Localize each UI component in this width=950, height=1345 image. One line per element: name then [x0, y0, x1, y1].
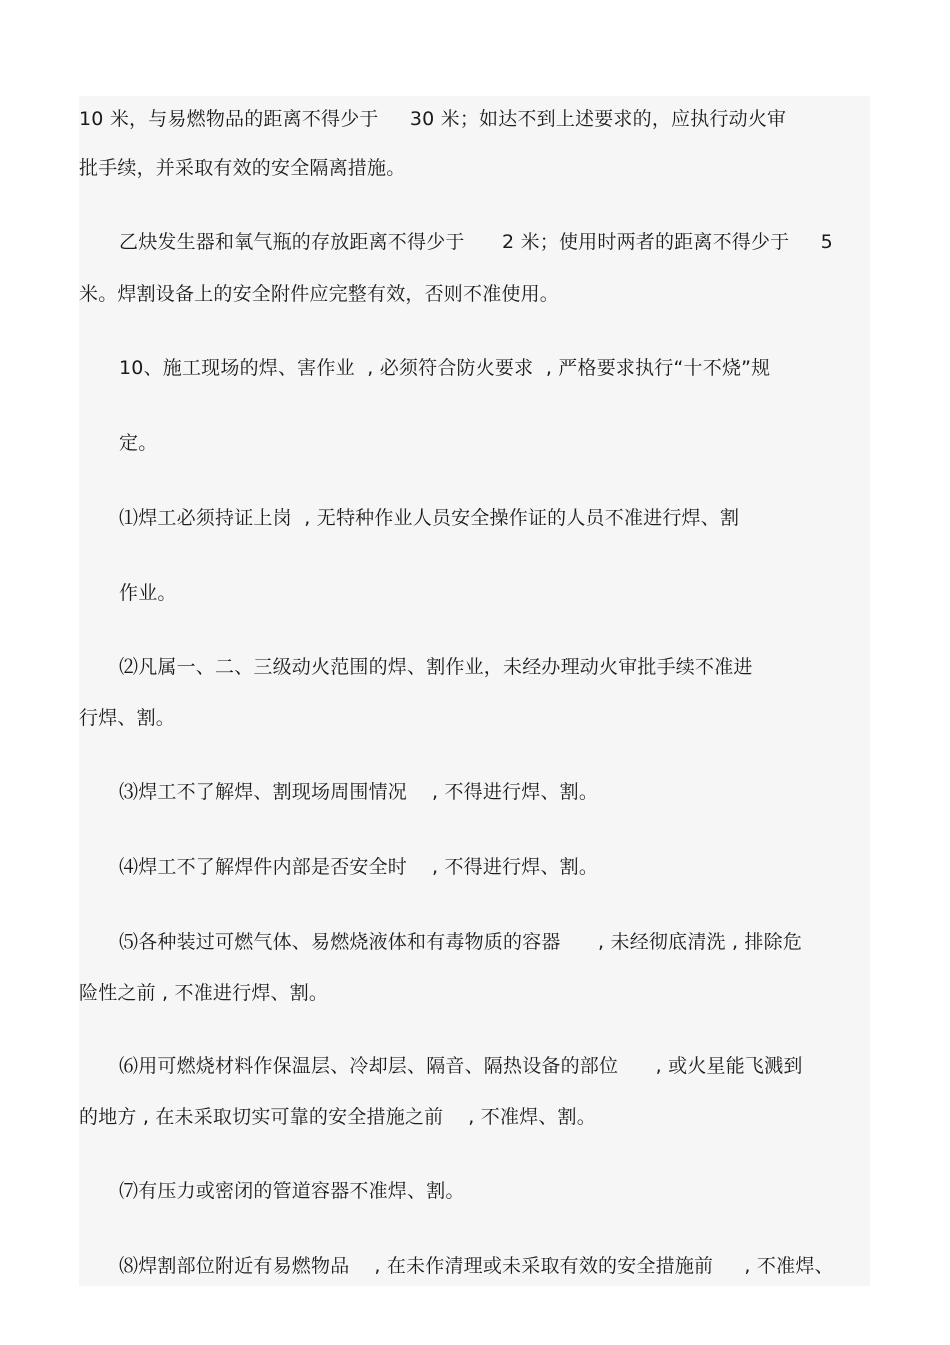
- text-line: ⑴焊工必须持证上岗 , 无特种作业人员安全操作证的人员不准进行焊、割: [119, 507, 740, 529]
- text-line: ⑻焊割部位附近有易燃物品 , 在未作清理或未采取有效的安全措施前 , 不准焊、: [119, 1255, 834, 1277]
- text-line: 作业。: [119, 582, 177, 604]
- text-line: 10 米，与易燃物品的距离不得少于 30 米；如达不到上述要求的，应执行动火审: [79, 108, 787, 130]
- text-line: ⑺有压力或密闭的管道容器不准焊、割。: [119, 1180, 465, 1202]
- text-line: 的地方 , 在未采取切实可靠的安全措施之前 , 不准焊、割。: [79, 1106, 596, 1128]
- text-line: ⑷焊工不了解焊件内部是否安全时 , 不得进行焊、割。: [119, 856, 599, 878]
- text-line: 行焊、割。: [79, 707, 176, 729]
- text-line: 乙炔发生器和氧气瓶的存放距离不得少于 2 米；使用时两者的距离不得少于 5: [119, 231, 833, 253]
- text-line: 批手续，并采取有效的安全隔离措施。: [79, 157, 406, 179]
- text-line: 定。: [119, 432, 158, 454]
- document-page: [79, 96, 870, 1286]
- text-line: ⑵凡属一、二、三级动火范围的焊、割作业，未经办理动火审批手续不准进: [119, 656, 753, 678]
- text-line: 米。焊割设备上的安全附件应完整有效，否则不准使用。: [79, 283, 560, 305]
- text-line: 险性之前 , 不准进行焊、割。: [79, 982, 329, 1004]
- text-line: 10、施工现场的焊、害作业 , 必须符合防火要求 , 严格要求执行“十不烧”规: [119, 357, 771, 379]
- text-line: ⑹用可燃烧材料作保温层、冷却层、隔音、隔热设备的部位 , 或火星能飞溅到: [119, 1055, 803, 1077]
- text-line: ⑸各种装过可燃气体、易燃烧液体和有毒物质的容器 , 未经彻底清洗 , 排除危: [119, 931, 803, 953]
- text-line: ⑶焊工不了解焊、割现场周围情况 , 不得进行焊、割。: [119, 781, 599, 803]
